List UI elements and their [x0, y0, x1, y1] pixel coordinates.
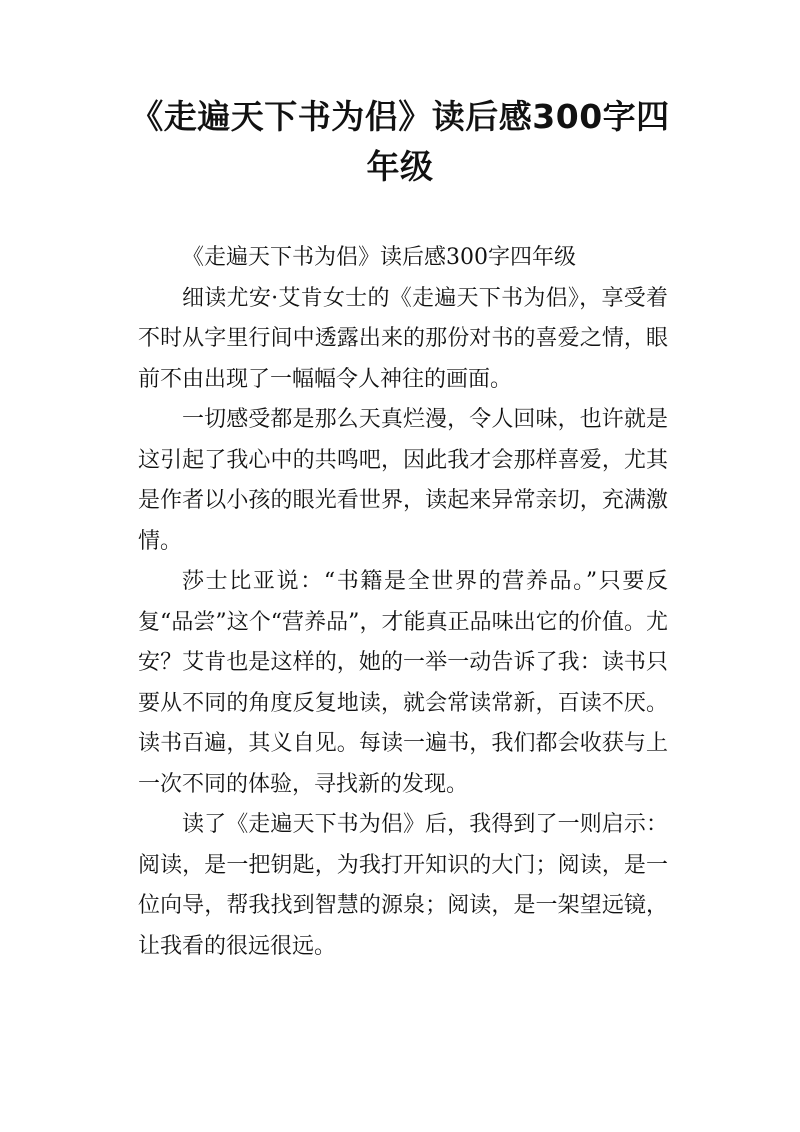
- body-paragraph: 莎士比亚说：“书籍是全世界的营养品。”只要反复“品尝”这个“营养品”，才能真正品味出它的价值。尤安？艾肯也是这样的，她的一举一动告诉了我：读书只要从不同的角度反复地读，就会常读常新，百读不厌。读书百遍，其义自见。每读一遍书，我们都会收获与上一次不同的体验，寻找新的发现。: [138, 569, 668, 797]
- body-paragraph: 细读尤安·艾肯女士的《走遍天下书为侣》，享受着不时从字里行间中透露出来的那份对书的喜爱之情，眼前不由出现了一幅幅令人神往的画面。: [138, 285, 668, 392]
- body-paragraph-heading: 《走遍天下书为侣》读后感300字四年级: [182, 245, 576, 270]
- body-paragraph: 一切感受都是那么天真烂漫，令人回味，也许就是这引起了我心中的共鸣吧，因此我才会那样喜爱，尤其是作者以小孩的眼光看世界，读起来异常亲切，充满激情。: [138, 407, 668, 554]
- document-title: 《走遍天下书为侣》读后感300字四年级: [130, 97, 670, 186]
- body-paragraph: 读了《走遍天下书为侣》后，我得到了一则启示：阅读，是一把钥匙，为我打开知识的大门；阅读，是一位向导，帮我找到智慧的源泉；阅读，是一架望远镜，让我看的很远很远。: [138, 812, 668, 959]
- document-body: [138, 238, 668, 967]
